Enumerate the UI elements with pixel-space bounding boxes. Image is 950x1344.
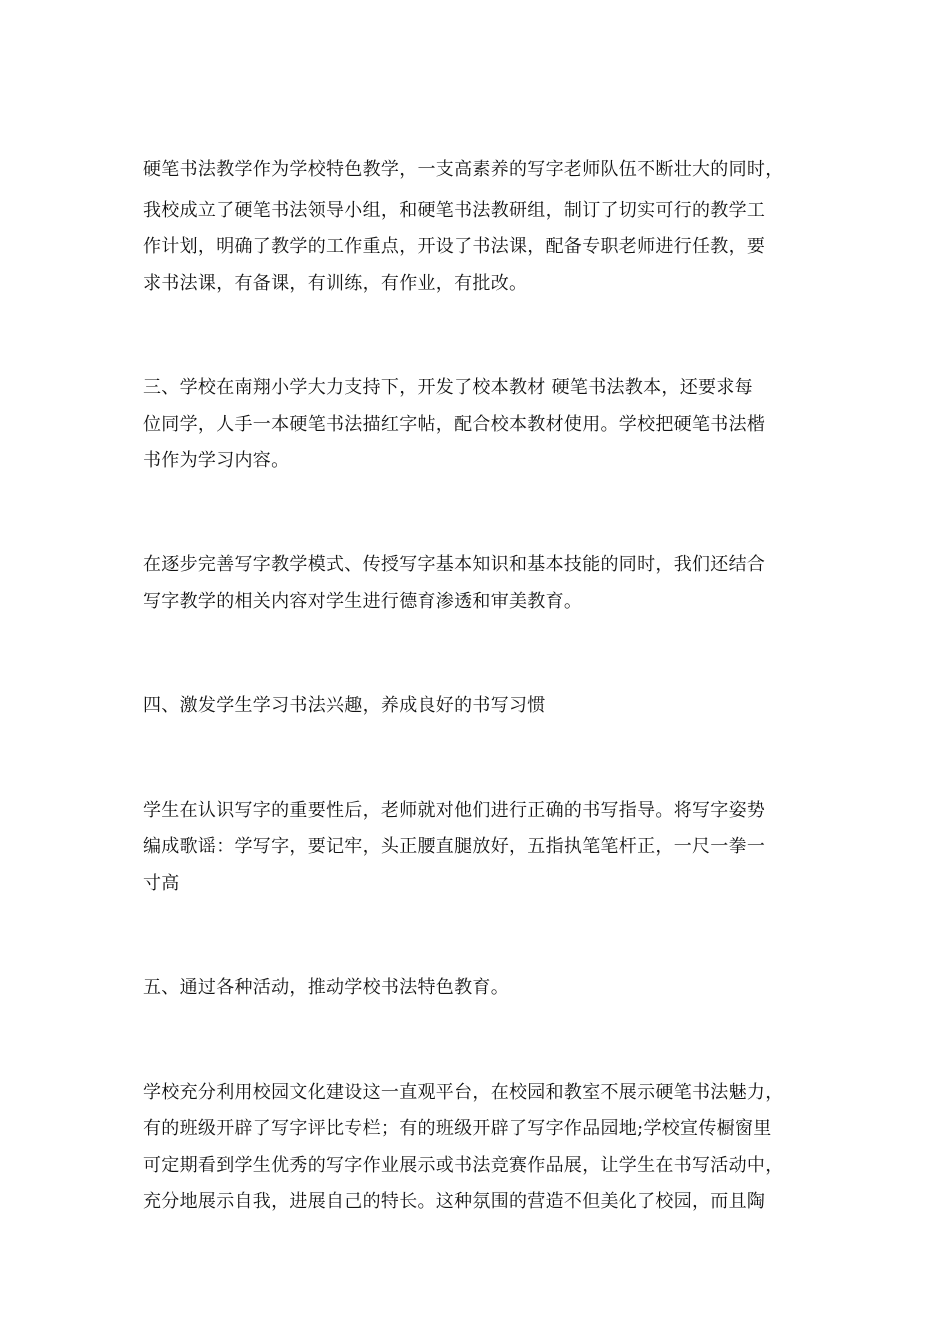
text-line: 学生在认识写字的重要性后，老师就对他们进行正确的书写指导。将写字姿势 [143,800,766,821]
section-heading: 四、激发学生学习书法兴趣，养成良好的书写习惯 [143,695,546,716]
text-line: 我校成立了硬笔书法领导小组，和硬笔书法教研组，制订了切实可行的教学工 [143,200,766,221]
text-line: 求书法课，有备课，有训练，有作业，有批改。 [143,273,528,294]
text-line: 在逐步完善写字教学模式、传授写字基本知识和基本技能的同时，我们还结合 [143,554,766,575]
text-line: 可定期看到学生优秀的写字作业展示或书法竞赛作品展，让学生在书写活动中， [143,1155,784,1176]
text-line: 书作为学习内容。 [143,450,290,471]
text-line: 有的班级开辟了写字评比专栏；有的班级开辟了写字作品园地;学校宣传橱窗里 [143,1118,772,1139]
section-heading: 五、通过各种活动，推动学校书法特色教育。 [143,977,509,998]
text-line: 寸高 [143,873,180,894]
text-line: 充分地展示自我，进展自己的特长。这种氛围的营造不但美化了校园，而且陶 [143,1191,766,1212]
text-line: 三、学校在南翔小学大力支持下，开发了校本教材 硬笔书法教本，还要求每 [143,377,753,398]
text-line: 编成歌谣：学写字，要记牢，头正腰直腿放好，五指执笔笔杆正，一尺一拳一 [143,836,766,857]
text-line: 学校充分利用校园文化建设这一直观平台，在校园和教室不展示硬笔书法魅力， [143,1082,784,1103]
text-line: 写字教学的相关内容对学生进行德育渗透和审美教育。 [143,591,583,612]
text-line: 位同学，人手一本硬笔书法描红字帖，配合校本教材使用。学校把硬笔书法楷 [143,414,766,435]
text-line: 硬笔书法教学作为学校特色教学，一支高素养的写字老师队伍不断壮大的同时， [143,159,784,180]
text-line: 作计划，明确了教学的工作重点，开设了书法课，配备专职老师进行任教，要 [143,236,766,257]
